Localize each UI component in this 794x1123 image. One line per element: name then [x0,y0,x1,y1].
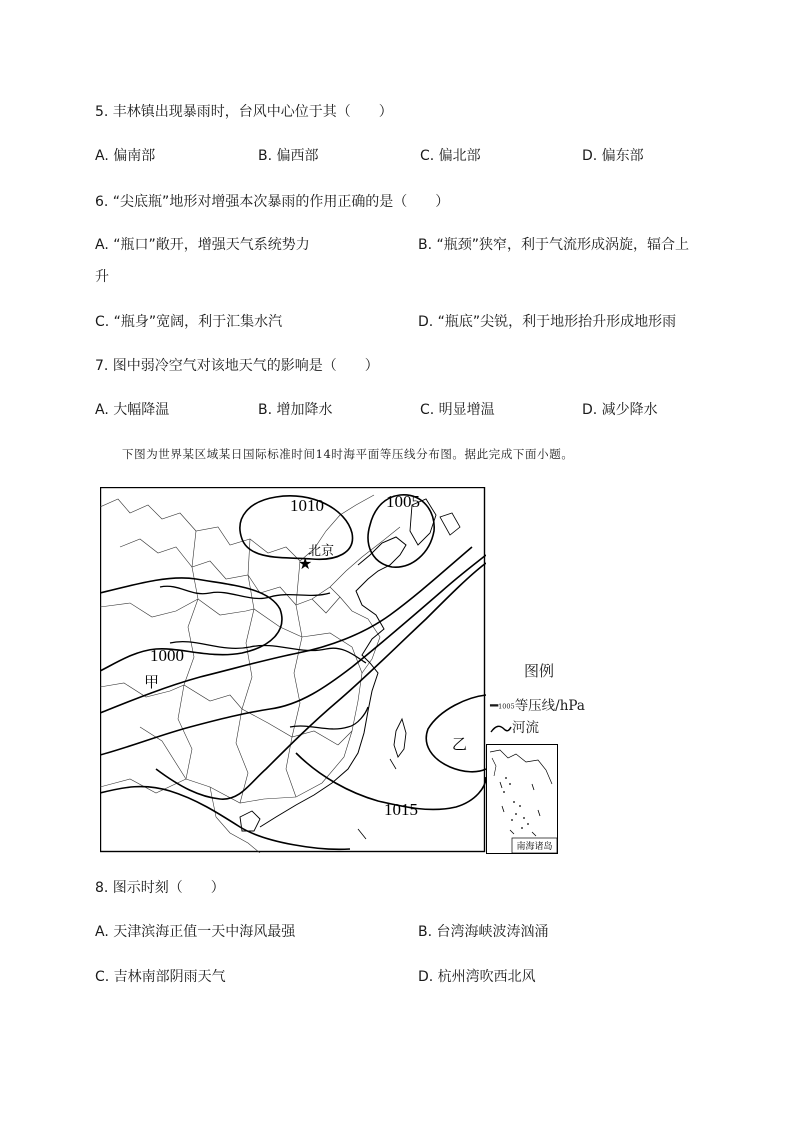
marker-jia: 甲 [144,675,160,691]
isobar-label-1000: 1000 [150,646,184,665]
q6-option-a: A. “瓶口”敞开，增强天气系统势力 [95,237,310,253]
q8-option-d: D. 杭州湾吹西北风 [418,969,536,985]
q5-option-a: A. 偏南部 [95,148,156,164]
q6-option-c: C. “瓶身”宽阔，利于汇集水汽 [95,314,283,330]
q8-option-c: C. 吉林南部阴雨天气 [95,969,226,985]
q8-option-a: A. 天津滨海正值一天中海风最强 [95,924,296,940]
city-label-beijing: 北京 [308,543,335,558]
legend-river-line [490,723,512,735]
map-intro-text: 下图为世界某区域某日国际标准时间14时海平面等压线分布图。据此完成下面小题。 [122,447,574,461]
legend-isobar-sample-line: ━ [490,698,499,714]
q7-option-b: B. 增加降水 [258,402,333,418]
legend-isobar-sample-value: 1005 [498,702,515,711]
isobar-label-1010: 1010 [290,496,324,515]
inset-label: 南海诸岛 [516,841,553,851]
q7-option-d: D. 减少降水 [582,402,658,418]
q6-option-b-continued: 升 [95,269,109,285]
q7-option-c: C. 明显增温 [420,402,495,418]
question-5-stem: 5. 丰林镇出现暴雨时，台风中心位于其（ ） [95,104,393,120]
q5-option-d: D. 偏东部 [582,148,644,164]
q5-option-c: C. 偏北部 [420,148,481,164]
q6-option-d: D. “瓶底”尖锐，利于地形抬升形成地形雨 [418,314,677,330]
isobar-map [100,487,486,853]
legend-river-text: 河流 [512,720,539,736]
isobar-label-1005: 1005 [386,492,420,511]
q5-option-b: B. 偏西部 [258,148,319,164]
q8-option-b: B. 台湾海峡波涛汹涌 [418,924,549,940]
q6-option-b: B. “瓶颈”狭窄，利于气流形成涡旋，辐合上 [418,237,690,253]
question-6-stem: 6. “尖底瓶”地形对增强本次暴雨的作用正确的是（ ） [95,194,450,210]
q7-option-a: A. 大幅降温 [95,402,170,418]
south-china-sea-inset [486,744,558,854]
capital-star-icon: ★ [298,554,313,573]
legend-title: 图例 [524,662,555,680]
question-7-stem: 7. 图中弱冷空气对该地天气的影响是（ ） [95,358,379,374]
legend-isobar-row [490,694,585,714]
legend-river-row [490,716,539,736]
isobar-label-1015: 1015 [384,800,418,819]
legend-isobar-text: 等压线/hPa [514,698,585,714]
marker-yi: 乙 [452,737,468,753]
question-8-stem: 8. 图示时刻（ ） [95,880,225,896]
